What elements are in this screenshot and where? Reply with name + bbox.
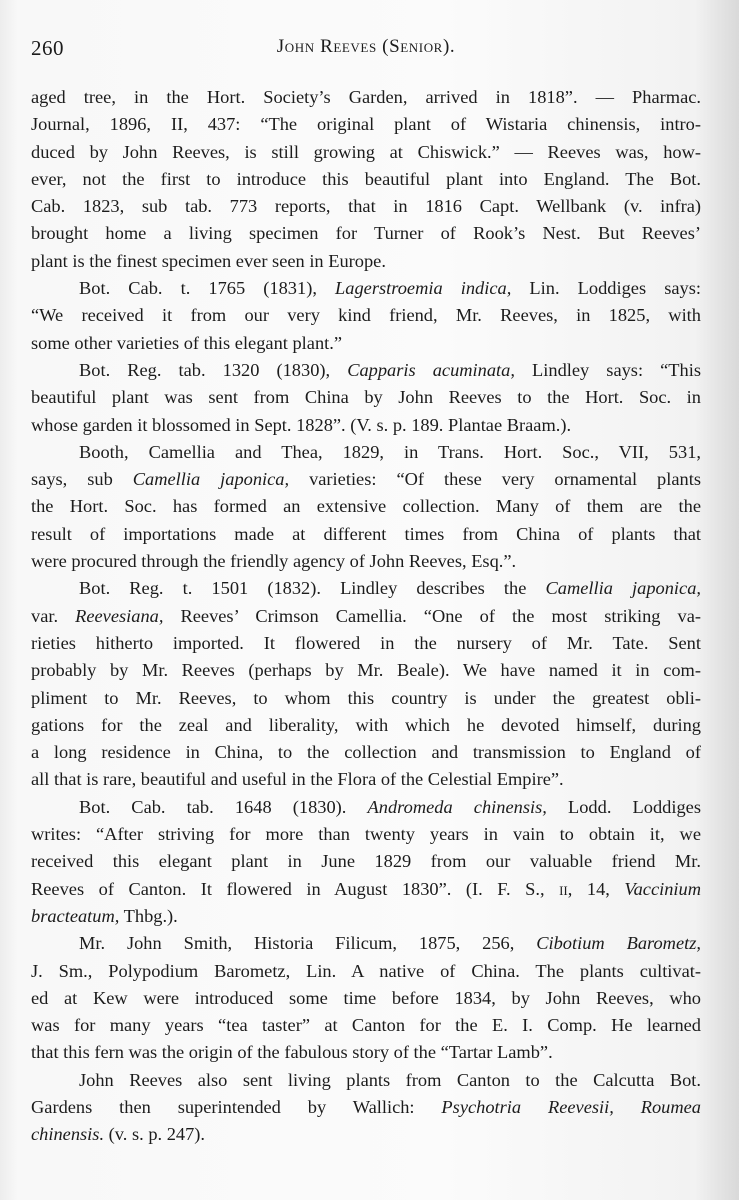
- text-run: Bot. Reg. t. 1501 (1832). Lindley describes the: [79, 578, 546, 599]
- text-line: [31, 1012, 701, 1039]
- text-line: [31, 739, 701, 766]
- text-line: [31, 848, 701, 875]
- text-line: [31, 603, 701, 630]
- text-run: whose garden it blossomed in Sept. 1828”. (V. s. p. 189. Plantae Braam.).: [31, 414, 572, 435]
- text-line: [31, 493, 701, 520]
- text-run: a long residence in China, to the collection and transmission to England of: [31, 742, 701, 763]
- text-line: [31, 930, 701, 957]
- text-line: [31, 630, 701, 657]
- text-line: [31, 439, 701, 466]
- text-line: [31, 766, 701, 793]
- text-run: Mr. John Smith, Historia Filicum, 1875, 256,: [79, 933, 537, 954]
- text-run: result of importations made at different times from China of plants that: [31, 523, 701, 544]
- text-run: Bot. Reg. tab. 1320 (1830),: [79, 359, 348, 380]
- text-line: [31, 384, 701, 411]
- text-run: some other varieties of this elegant plant.”: [31, 332, 343, 353]
- page-number: 260: [31, 36, 64, 60]
- text-run: Journal, 1896, II, 437: “The original plant of Wistaria chinensis, intro-: [31, 114, 701, 135]
- italic-text: Vaccinium: [624, 878, 701, 899]
- small-caps-text: ii: [559, 878, 568, 899]
- text-line: [31, 220, 701, 247]
- text-line: [31, 903, 701, 930]
- text-run: Bot. Cab. tab. 1648 (1830).: [79, 796, 368, 817]
- text-run: John Reeves also sent living plants from Canton to the Calcutta Bot.: [79, 1069, 701, 1090]
- text-run: the Hort. Soc. has formed an extensive collection. Many of them are the: [31, 496, 701, 517]
- italic-text: Lagerstroemia indica,: [335, 278, 512, 299]
- text-run: brought home a living specimen for Turner of Rook’s Nest. But Reeves’: [31, 223, 701, 244]
- text-line: [31, 412, 701, 439]
- text-line: [31, 84, 701, 111]
- italic-text: bracteatum,: [31, 905, 120, 926]
- text-line: [31, 330, 701, 357]
- text-line: [31, 166, 701, 193]
- text-line: [31, 302, 701, 329]
- text-run: rieties hitherto imported. It flowered in the nursery of Mr. Tate. Sent: [31, 632, 701, 653]
- text-run: Cab. 1823, sub tab. 773 reports, that in 1816 Capt. Wellbank (v. infra): [31, 196, 701, 217]
- text-run: Thbg.).: [119, 905, 178, 926]
- text-run: Booth, Camellia and Thea, 1829, in Trans. Hort. Soc., VII, 531,: [79, 441, 701, 462]
- text-run: (v. s. p. 247).: [104, 1124, 206, 1145]
- text-run: probably by Mr. Reeves (perhaps by Mr. Beale). We have named it in com-: [31, 660, 701, 681]
- text-line: [31, 876, 701, 903]
- text-line: [31, 248, 701, 275]
- text-run: pliment to Mr. Reeves, to whom this country is under the greatest obli-: [31, 687, 701, 708]
- italic-text: Psychotria Reevesii, Roumea: [441, 1096, 701, 1117]
- text-run: Lodd. Loddiges: [546, 796, 701, 817]
- text-run: beautiful plant was sent from China by John Reeves to the Hort. Soc. in: [31, 387, 701, 408]
- italic-text: chinensis.: [31, 1124, 105, 1145]
- text-line: [31, 1039, 701, 1066]
- text-run: that this fern was the origin of the fabulous story of the “Tartar Lamb”.: [31, 1042, 553, 1063]
- text-line: [31, 1094, 701, 1121]
- text-line: [31, 821, 701, 848]
- body-text: [31, 84, 701, 1149]
- text-run: received this elegant plant in June 1829 from our valuable friend Mr.: [31, 851, 701, 872]
- text-run: varieties: “Of these very ornamental plants: [289, 469, 701, 490]
- text-run: Lin. Loddiges says:: [511, 278, 701, 299]
- italic-text: Capparis acuminata,: [347, 359, 515, 380]
- text-line: [31, 985, 701, 1012]
- text-line: [31, 685, 701, 712]
- text-run: , 14,: [567, 878, 625, 899]
- text-run: Gardens then superintended by Wallich:: [31, 1096, 442, 1117]
- text-run: was for many years “tea taster” at Canton for the E. I. Comp. He learned: [31, 1015, 701, 1036]
- italic-text: Andromeda chinensis,: [367, 796, 547, 817]
- text-line: [31, 466, 701, 493]
- text-run: Bot. Cab. t. 1765 (1831),: [79, 278, 336, 299]
- text-run: duced by John Reeves, is still growing at Chiswick.” — Reeves was, how-: [31, 141, 701, 162]
- text-run: says, sub: [31, 469, 133, 490]
- text-line: [31, 275, 701, 302]
- text-run: Reeves of Canton. It flowered in August 1830”. (I. F. S.,: [31, 878, 560, 899]
- text-line: [31, 657, 701, 684]
- italic-text: Camellia japonica,: [545, 578, 701, 599]
- italic-text: Reevesiana,: [75, 605, 164, 626]
- text-run: were procured through the friendly agency of John Reeves, Esq.”.: [31, 551, 517, 572]
- running-head: John Reeves (Senior).: [276, 36, 456, 57]
- text-run: writes: “After striving for more than twenty years in vain to obtain it, we: [31, 824, 701, 845]
- text-run: gations for the zeal and liberality, with which he devoted himself, during: [31, 714, 701, 735]
- text-line: [31, 794, 701, 821]
- text-line: [31, 575, 701, 602]
- text-run: ed at Kew were introduced some time before 1834, by John Reeves, who: [31, 987, 701, 1008]
- text-run: Reeves’ Crimson Camellia. “One of the most striking va-: [163, 605, 701, 626]
- text-run: var.: [31, 605, 76, 626]
- text-line: [31, 193, 701, 220]
- text-run: all that is rare, beautiful and useful in the Flora of the Celestial Empire”.: [31, 769, 564, 790]
- text-line: [31, 111, 701, 138]
- text-run: Lindley says: “This: [514, 359, 701, 380]
- text-line: [31, 548, 701, 575]
- text-line: [31, 958, 701, 985]
- text-run: “We received it from our very kind friend, Mr. Reeves, in 1825, with: [31, 305, 701, 326]
- text-run: aged tree, in the Hort. Society’s Garden, arrived in 1818”. — Pharmac.: [31, 87, 701, 107]
- text-run: ever, not the first to introduce this beautiful plant into England. The Bot.: [31, 168, 701, 189]
- text-line: [31, 712, 701, 739]
- text-line: [31, 521, 701, 548]
- text-line: [31, 1121, 701, 1148]
- text-run: J. Sm., Polypodium Barometz, Lin. A native of China. The plants cultivat-: [31, 960, 701, 981]
- text-line: [31, 1067, 701, 1094]
- text-line: [31, 357, 701, 384]
- text-run: plant is the finest specimen ever seen in Europe.: [31, 250, 386, 271]
- italic-text: Cibotium Barometz,: [536, 933, 701, 954]
- italic-text: Camellia japonica,: [132, 469, 290, 490]
- text-line: [31, 139, 701, 166]
- page-header: [31, 36, 701, 66]
